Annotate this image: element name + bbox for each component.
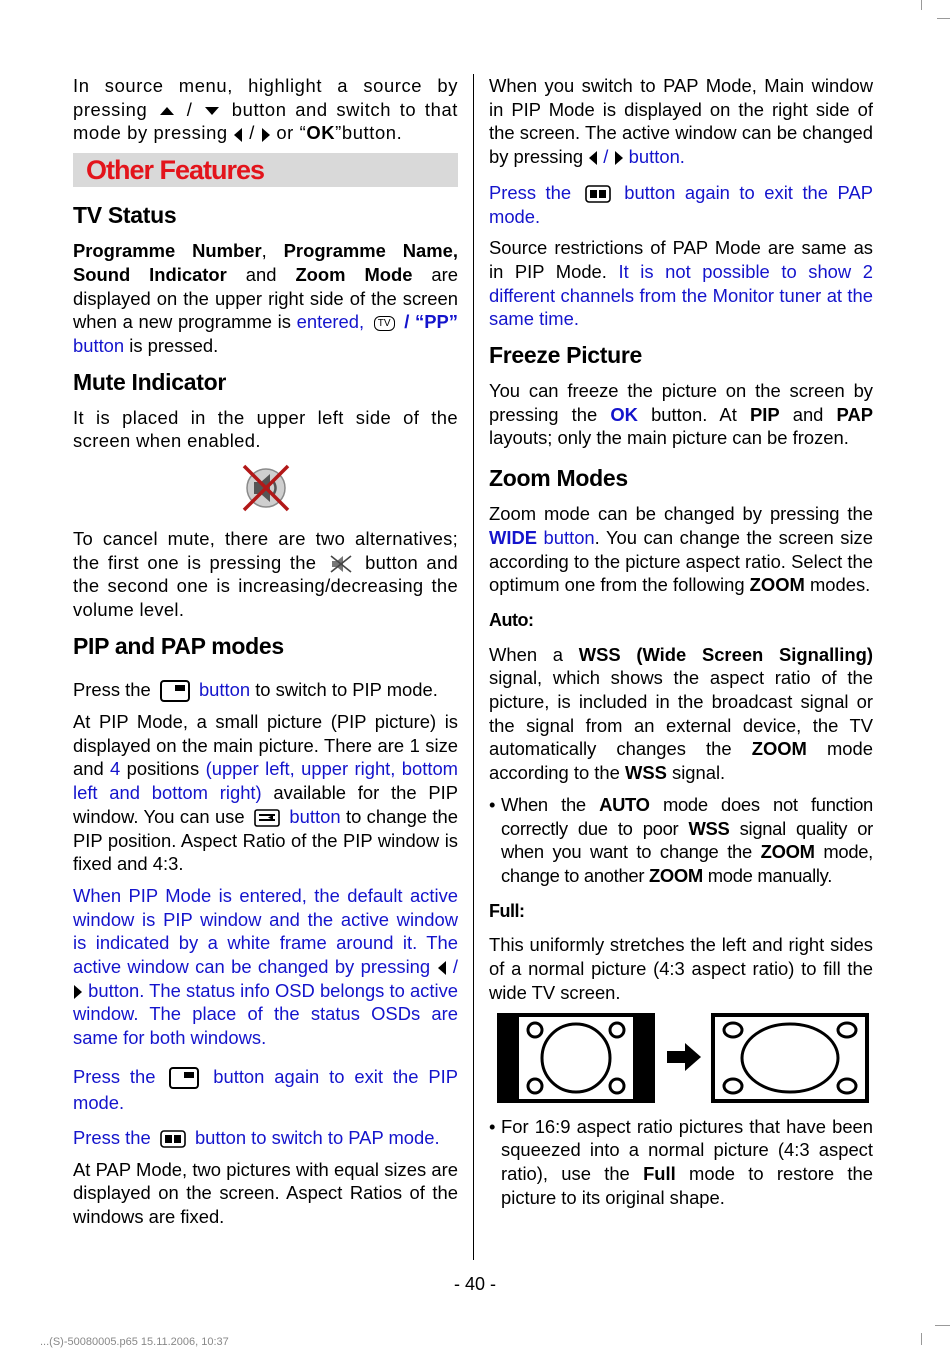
column-divider — [473, 74, 474, 1260]
right-arrow-icon — [262, 128, 270, 142]
left-arrow-icon — [438, 961, 446, 975]
pap-button-icon — [160, 1130, 186, 1148]
zoom-modes-heading: Zoom Modes — [489, 465, 628, 492]
print-footer: ...(S)-50080005.p65 15.11.2006, 10:37 — [40, 1336, 229, 1348]
crop-mark — [921, 1333, 922, 1345]
full-mode-illustration — [497, 1013, 873, 1105]
full-bullet: • For 16:9 aspect ratio pictures that have been squeezed into a normal picture (4:3 aspect ratio), use the Full mode to restore the picture to its original shape. — [489, 1115, 873, 1208]
auto-bullet: • When the AUTO mode does not function correctly due to poor WSS signal quality or when you want to change the ZOOM mode, change to another ZOOM mode manually. — [489, 793, 873, 886]
mute-indicator-heading: Mute Indicator — [73, 368, 226, 395]
crop-mark — [921, 0, 922, 10]
full-mode-diagram — [497, 1013, 869, 1105]
pap-paragraph-3: Source restrictions of PAP Mode are same as in PIP Mode. It is not possible to show 2 different channels from the Monitor tuner at the same time. — [489, 237, 873, 330]
tv-status-paragraph: Programme Number, Programme Name, Sound Indicator and Zoom Mode are displayed on the upper right side of the screen when a new programme is entered, TV / “PP” button is pressed. — [73, 240, 459, 356]
down-arrow-icon — [205, 106, 219, 116]
crop-mark — [937, 18, 950, 19]
right-arrow-icon — [74, 985, 82, 999]
pip-paragraph-3: When PIP Mode is entered, the default active window is PIP window and the active window is indicated by a white frame around it. The active window can be changed by pressing / button. The status info OSD belongs to active window. The place of the status OSDs are same for both windows. — [73, 884, 458, 1049]
mute-paragraph-2: To cancel mute, there are two alternatives; the first one is pressing the button and the second one is increasing/decreasing the volume level. — [73, 528, 459, 621]
pip-paragraph-5: Press the button to switch to PAP mode. — [73, 1126, 440, 1148]
pip-paragraph-2: At PIP Mode, a small picture (PIP picture) is displayed on the main picture. There are 1 size and 4 positions (upper left, upper right, bottom left and bottom right) available for the PIP window. You can use button to change the PIP position. Aspect Ratio of the PIP window is fixed and 4:3. — [73, 710, 458, 875]
freeze-picture-heading: Freeze Picture — [489, 342, 643, 369]
pip-paragraph-4: Press the button again to exit the PIP mode. — [73, 1065, 458, 1113]
full-heading: Full: — [489, 900, 525, 921]
crop-mark — [935, 1325, 950, 1326]
tv-button-icon: TV — [374, 316, 395, 331]
section-banner — [73, 153, 458, 187]
freeze-paragraph: You can freeze the picture on the screen by pressing the OK button. At PIP and PAP layouts; only the main picture can be frozen. — [489, 380, 873, 449]
full-paragraph: This uniformly stretches the left and right sides of a normal picture (4:3 aspect ratio) to fill the wide TV screen. — [489, 934, 873, 1003]
mute-button-icon — [329, 554, 353, 574]
pap-paragraph-1: When you switch to PAP Mode, Main window in PIP Mode is displayed on the right side of the screen. The active window can be changed by pressing / button. — [489, 75, 873, 168]
page-number: - 40 - — [453, 1274, 496, 1294]
pap-paragraph-2: Press the button again to exit the PAP mode. — [489, 181, 873, 227]
right-arrow-icon — [615, 151, 623, 165]
section-title: Other Features — [86, 155, 265, 186]
pip-button-icon — [160, 680, 190, 702]
mute-indicator-image — [73, 461, 458, 517]
left-arrow-icon — [589, 151, 597, 165]
pap-button-icon — [585, 185, 611, 203]
pip-button-icon — [169, 1067, 199, 1089]
left-column — [73, 74, 458, 1237]
up-arrow-icon — [160, 106, 174, 116]
mute-paragraph-1: It is placed in the upper left side of the screen when enabled. — [73, 406, 458, 452]
pip-paragraph-1: Press the button to switch to PIP mode. — [73, 678, 458, 702]
intro-paragraph: In source menu, highlight a source by pressing / button and switch to that mode by pressing / or “OK”button. — [73, 75, 459, 144]
pip-pap-heading: PIP and PAP modes — [73, 632, 284, 659]
tv-status-heading: TV Status — [73, 202, 177, 229]
mute-speaker-icon — [238, 461, 294, 515]
pip-position-button-icon — [254, 809, 280, 827]
auto-paragraph: When a WSS (Wide Screen Signalling) signal, which shows the aspect ratio of the picture, is included in the broadcast signal or the signal from an external device, the TV automatically changes the ZOOM mode according to the WSS signal. — [489, 643, 873, 784]
pip-paragraph-6: At PAP Mode, two pictures with equal sizes are displayed on the screen. Aspect Ratios of the windows are fixed. — [73, 1158, 458, 1227]
auto-heading: Auto: — [489, 609, 534, 630]
right-column — [489, 74, 873, 1217]
zoom-paragraph: Zoom mode can be changed by pressing the WIDE button. You can change the screen size according to the picture aspect ratio. Select the optimum one from the following ZOOM modes. — [489, 503, 873, 596]
left-arrow-icon — [234, 128, 242, 142]
